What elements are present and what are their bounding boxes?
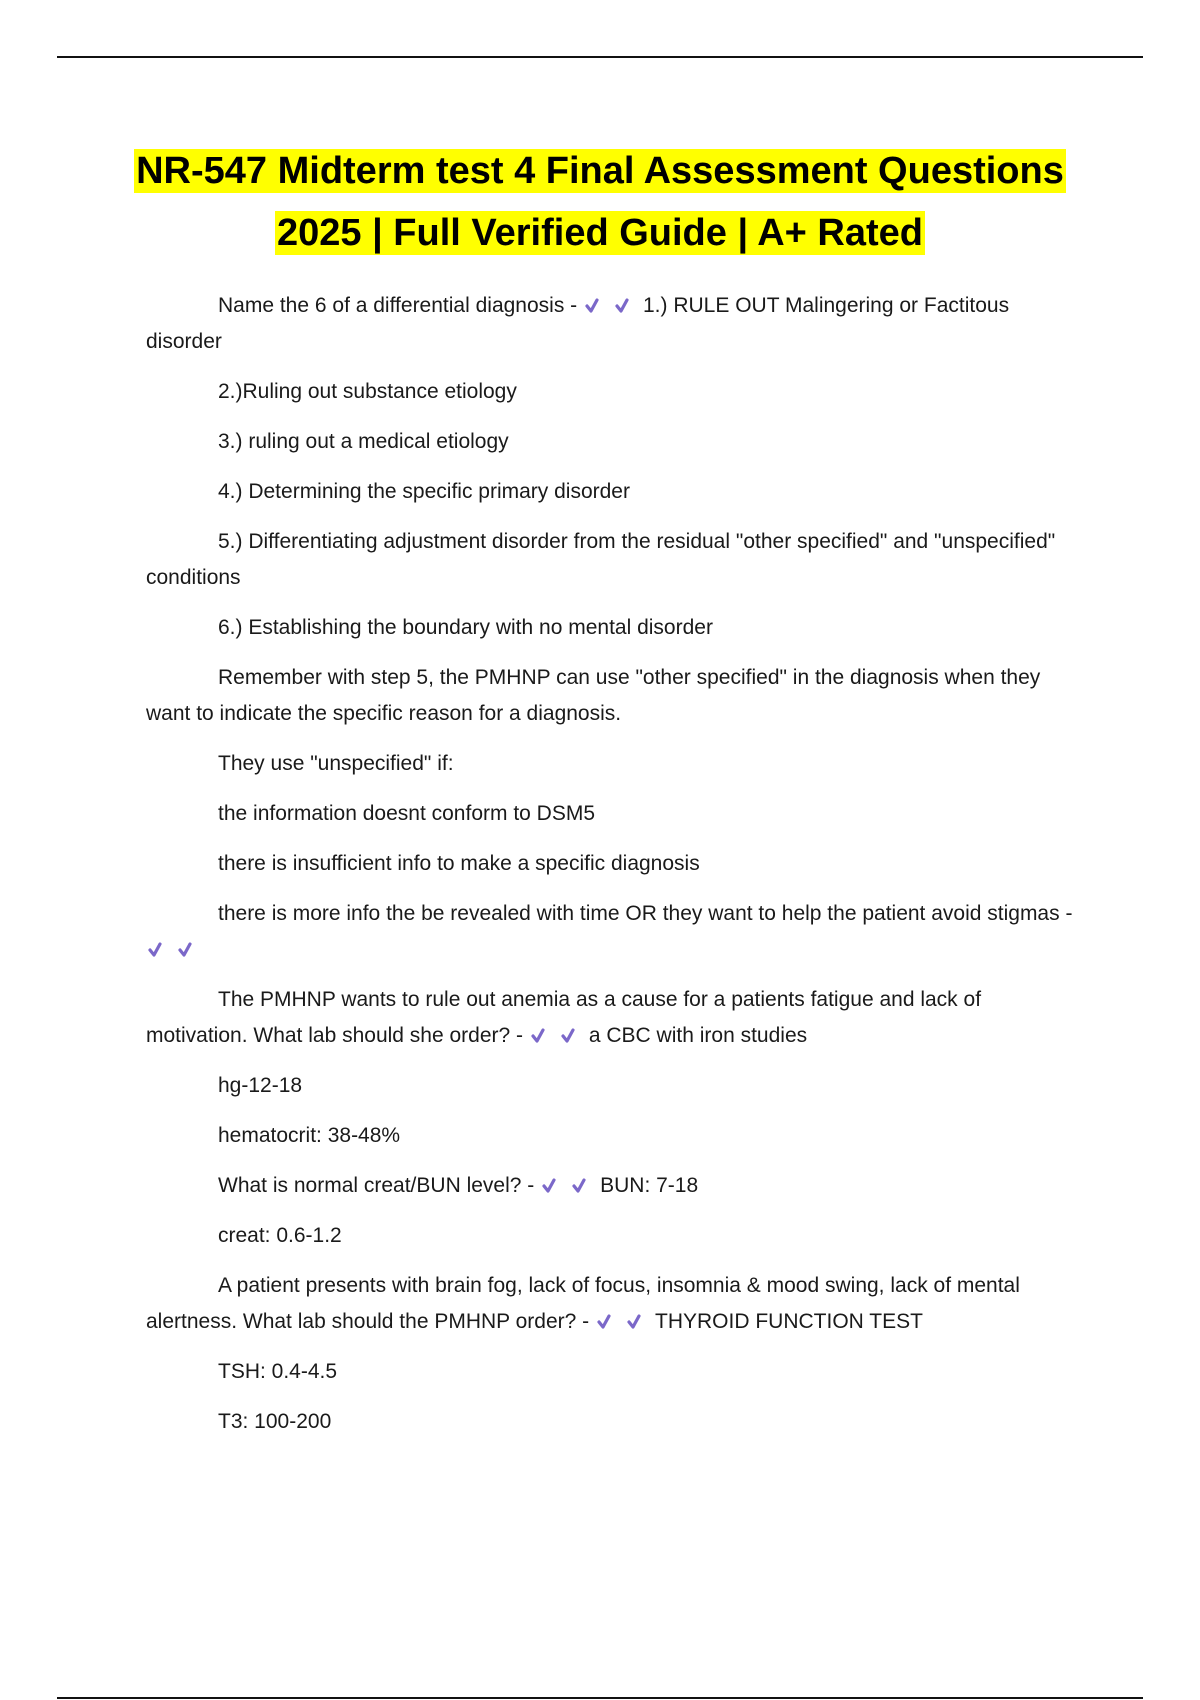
- paragraph-text: hg-12-18: [218, 1074, 303, 1097]
- title-line-1: NR-547 Midterm test 4 Final Assessment Questions: [136, 150, 1064, 192]
- paragraph: [146, 896, 1086, 968]
- paragraph-text: the information doesnt conform to DSM5: [218, 802, 596, 825]
- question-text: Name the 6 of a differential diagnosis -: [218, 294, 583, 317]
- checkmark-icon: [597, 1312, 623, 1330]
- paragraph: [146, 846, 1086, 882]
- paragraph: [146, 610, 1086, 646]
- paragraph-text: 4.) Determining the specific primary disorder: [218, 480, 630, 503]
- paragraph: [146, 524, 1086, 596]
- title-line-2: 2025 | Full Verified Guide | A+ Rated: [277, 212, 923, 254]
- paragraph: [146, 1118, 1086, 1154]
- question-text: The PMHNP wants to rule out anemia as a cause for a patients fatigue and lack of motivation. What lab should she order? -: [146, 988, 982, 1047]
- page-title: [100, 140, 1100, 264]
- paragraph: [146, 746, 1086, 782]
- answer-text: THYROID FUNCTION TEST: [655, 1310, 923, 1333]
- document-body: [146, 288, 1086, 1454]
- checkmark-icon: [531, 1026, 557, 1044]
- paragraph-text: 3.) ruling out a medical etiology: [218, 430, 509, 453]
- checkmark-icon: [148, 940, 174, 958]
- paragraph-text: 6.) Establishing the boundary with no mental disorder: [218, 616, 713, 639]
- paragraph-text: T3: 100-200: [218, 1410, 332, 1433]
- question-text: What is normal creat/BUN level? -: [218, 1174, 541, 1197]
- question-text: there is more info the be revealed with time OR they want to help the patient avoid stigmas -: [218, 902, 1073, 925]
- double-check-marks: [595, 1310, 655, 1333]
- paragraph-text: Remember with step 5, the PMHNP can use "other specified" in the diagnosis when they want to indicate the specific reason for a diagnosis.: [146, 666, 1041, 725]
- checkmark-icon: [585, 296, 611, 314]
- paragraph: [146, 1168, 1086, 1204]
- question-text: A patient presents with brain fog, lack of focus, insomnia & mood swing, lack of mental alertness. What lab should the PMHNP order? -: [146, 1274, 1020, 1333]
- paragraph-text: hematocrit: 38-48%: [218, 1124, 401, 1147]
- paragraph: [146, 660, 1086, 732]
- paragraph: [146, 288, 1086, 360]
- paragraph: [146, 1068, 1086, 1104]
- paragraph-text: 2.)Ruling out substance etiology: [218, 380, 517, 403]
- double-check-marks: [529, 1024, 589, 1047]
- paragraph: [146, 1404, 1086, 1440]
- double-check-marks: [540, 1174, 600, 1197]
- answer-text: 1.) RULE OUT Malingering or Factitous disorder: [146, 294, 1010, 353]
- header-rule: [57, 56, 1143, 58]
- double-check-marks: [146, 938, 206, 961]
- paragraph: [146, 374, 1086, 410]
- paragraph-text: TSH: 0.4-4.5: [218, 1360, 338, 1383]
- answer-text: a CBC with iron studies: [588, 1024, 808, 1047]
- paragraph: [146, 424, 1086, 460]
- double-check-marks: [583, 294, 643, 317]
- paragraph-text: They use "unspecified" if:: [218, 752, 454, 775]
- answer-text: BUN: 7-18: [600, 1174, 699, 1197]
- paragraph: [146, 1268, 1086, 1340]
- paragraph-text: 5.) Differentiating adjustment disorder from the residual "other specified" and "unspecified" conditions: [146, 530, 1056, 589]
- paragraph: [146, 474, 1086, 510]
- paragraph: [146, 1354, 1086, 1390]
- paragraph: [146, 1218, 1086, 1254]
- checkmark-icon: [542, 1176, 568, 1194]
- checkmark-icon: [572, 1176, 598, 1194]
- checkmark-icon: [627, 1312, 653, 1330]
- paragraph: [146, 982, 1086, 1054]
- paragraph-text: creat: 0.6-1.2: [218, 1224, 342, 1247]
- checkmark-icon: [561, 1026, 587, 1044]
- footer-rule: [57, 1697, 1143, 1699]
- paragraph-text: there is insufficient info to make a specific diagnosis: [218, 852, 700, 875]
- paragraph: [146, 796, 1086, 832]
- checkmark-icon: [615, 296, 641, 314]
- checkmark-icon: [178, 940, 204, 958]
